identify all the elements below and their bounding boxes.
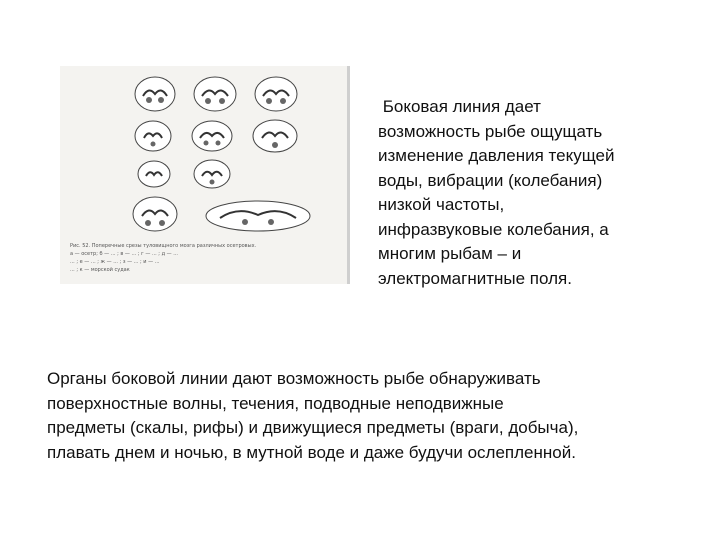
- text-line: Боковая линия дает: [378, 97, 541, 116]
- figure-caption-line: а — осетр; б — ... ; в — ... ; г — ... ; д — ...: [70, 251, 178, 257]
- lateral-line-description: [378, 95, 698, 291]
- text-line: многим рыбам – и: [378, 244, 522, 263]
- figure-caption-line: ... ; к — морской судак: [70, 267, 130, 273]
- figure-caption-line: ... ; е — ... ; ж — ... ; з — ... ; и — ...: [70, 259, 160, 265]
- text-line: низкой частоты,: [378, 195, 505, 214]
- cross-section-figure: [60, 66, 350, 284]
- text-line: поверхностные волны, течения, подводные неподвижные: [47, 393, 504, 413]
- section-drawing-4: [135, 121, 171, 151]
- section-drawing-5: [192, 121, 232, 151]
- section-drawing-1: [135, 77, 175, 111]
- figure-caption: [70, 242, 340, 274]
- lateral-line-organs-paragraph: [47, 367, 697, 465]
- text-line: воды, вибрации (колебания): [378, 170, 603, 190]
- figure-caption-line: Рис. 52. Поперечные срезы туловищного мозга различных осетровых.: [70, 243, 257, 249]
- text-line: электромагнитные поля.: [378, 268, 572, 288]
- text-line: инфразвуковые колебания, а: [378, 219, 609, 239]
- section-drawing-2: [194, 77, 236, 111]
- section-drawing-8: [194, 160, 230, 188]
- text-line: изменение давления текущей: [378, 146, 615, 165]
- section-drawing-6: [253, 120, 297, 152]
- text-line: возможность рыбе ощущать: [378, 121, 603, 141]
- text-line: плавать днем и ночью, в мутной воде и даже будучи ослепленной.: [47, 442, 576, 462]
- section-drawing-3: [255, 77, 297, 111]
- section-drawing-7: [138, 161, 170, 187]
- section-drawing-9: [133, 197, 177, 231]
- text-line: предметы (скалы, рифы) и движущиеся предметы (враги, добыча),: [47, 418, 579, 437]
- text-line: Органы боковой линии дают возможность рыбе обнаруживать: [47, 369, 541, 388]
- section-drawing-10: [206, 201, 310, 231]
